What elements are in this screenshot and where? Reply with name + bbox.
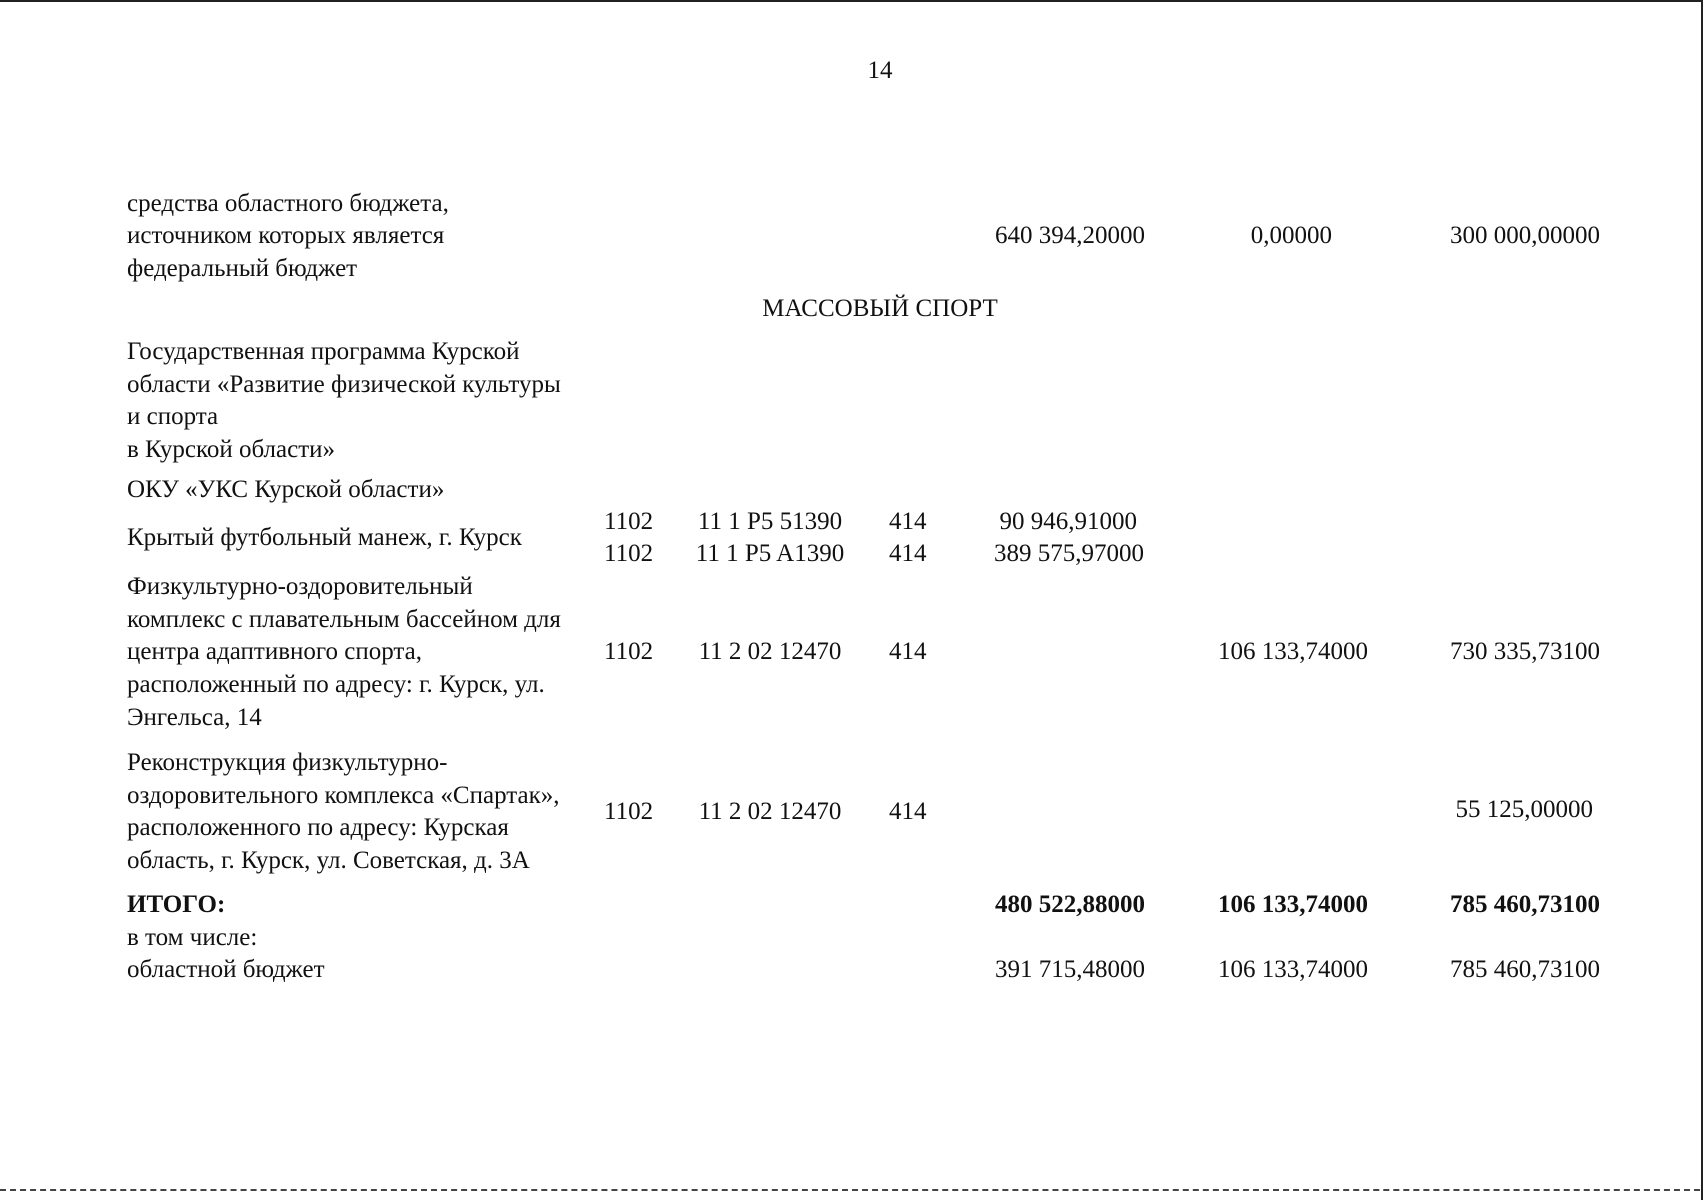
value-2020: 106 133,74000	[1218, 891, 1368, 918]
target-code: 11 2 02 12470	[698, 638, 842, 665]
row-label-line: источником которых является	[127, 222, 445, 249]
row-label-line: комплекс с плавательным бассейном для	[127, 606, 561, 633]
row-label-line: средства областного бюджета,	[127, 190, 449, 217]
row-label-line: и спорта	[127, 403, 219, 430]
row-label: областной бюджет	[127, 956, 325, 983]
value-2019: 90 946,91000	[999, 508, 1137, 535]
target-code: 11 2 02 12470	[698, 798, 842, 825]
value-2020: 0,00000	[1250, 222, 1332, 249]
section-code: 1102	[604, 508, 654, 535]
value-2020: 106 133,74000	[1218, 956, 1368, 983]
value-2021: 55 125,00000	[1455, 796, 1593, 823]
expense-type: 414	[889, 638, 927, 665]
value-2021: 785 460,73100	[1450, 956, 1600, 983]
row-label: Крытый футбольный манеж, г. Курск	[127, 524, 522, 551]
row-label-line: в Курской области»	[127, 436, 336, 463]
section-heading: МАССОВЫЙ СПОРТ	[762, 295, 998, 322]
value-2021: 785 460,73100	[1450, 891, 1600, 918]
value-2019: 391 715,48000	[995, 956, 1145, 983]
row-label-line: расположенного по адресу: Курская	[127, 814, 509, 841]
row-label-line: область, г. Курск, ул. Советская, д. 3А	[127, 847, 530, 874]
row-label-line: Энгельса, 14	[127, 704, 262, 731]
scan-border-top	[0, 0, 1703, 2]
row-label-line: расположенный по адресу: г. Курск, ул.	[127, 671, 545, 698]
target-code: 11 1 P5 A1390	[695, 540, 845, 567]
row-label-line: центра адаптивного спорта,	[127, 638, 422, 665]
section-code: 1102	[604, 540, 654, 567]
row-label-line: Государственная программа Курской	[127, 338, 520, 365]
oku-label: ОКУ «УКС Курской области»	[127, 476, 445, 503]
section-code: 1102	[604, 798, 654, 825]
page-number: 14	[867, 57, 893, 84]
value-2019: 480 522,88000	[995, 891, 1145, 918]
expense-type: 414	[889, 540, 927, 567]
row-label-line: Реконструкция физкультурно-	[127, 749, 448, 776]
value-2021: 300 000,00000	[1450, 222, 1600, 249]
section-code: 1102	[604, 638, 654, 665]
target-code: 11 1 P5 51390	[697, 508, 843, 535]
value-2019: 389 575,97000	[994, 540, 1144, 567]
including-label: в том числе:	[127, 924, 258, 951]
scan-border-bottom	[0, 1189, 1700, 1191]
total-label: ИТОГО:	[127, 891, 226, 918]
row-label-line: Физкультурно-оздоровительный	[127, 573, 473, 600]
row-label-line: федеральный бюджет	[127, 255, 358, 282]
row-label-line: области «Развитие физической культуры	[127, 371, 561, 398]
value-2019: 640 394,20000	[995, 222, 1145, 249]
expense-type: 414	[889, 798, 927, 825]
row-label-line: оздоровительного комплекса «Спартак»,	[127, 782, 560, 809]
value-2021: 730 335,73100	[1450, 638, 1600, 665]
value-2020: 106 133,74000	[1218, 638, 1368, 665]
expense-type: 414	[889, 508, 927, 535]
